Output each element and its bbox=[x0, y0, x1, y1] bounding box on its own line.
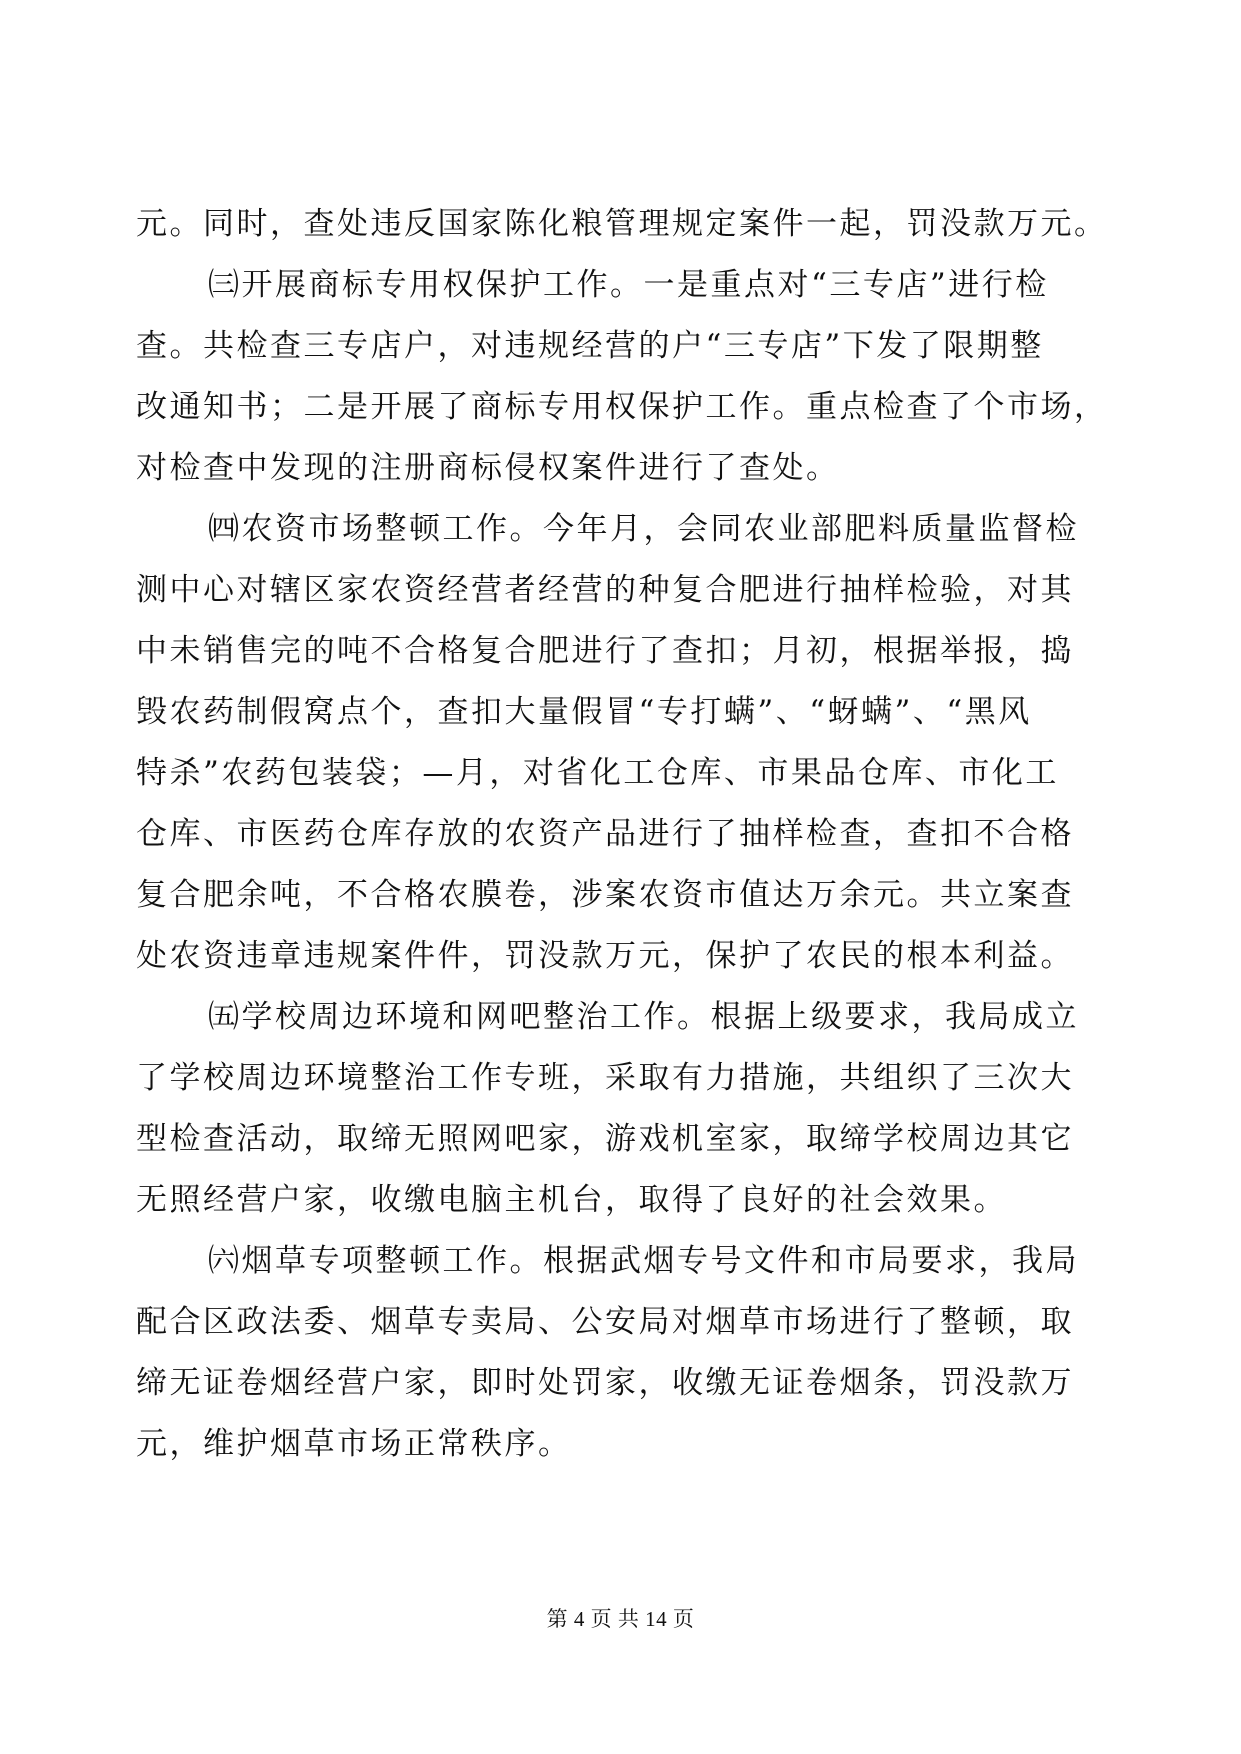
text-line: 配合区政法委、烟草专卖局、公安局对烟草市场进行了整顿，取 bbox=[136, 1304, 1074, 1340]
page-number-label: 第 4 页 共 14 页 bbox=[546, 1607, 695, 1631]
paragraph-start-line: ㈣农资市场整顿工作。今年月，会同农业部肥料质量监督检 bbox=[208, 511, 1079, 547]
paragraph-start-line: ㈥烟草专项整顿工作。根据武烟专号文件和市局要求，我局 bbox=[208, 1243, 1079, 1279]
text-line: 毁农药制假窝点个，查扣大量假冒“专打螨”、“蚜螨”、“黑风 bbox=[136, 694, 1032, 730]
text-line: 改通知书；二是开展了商标专用权保护工作。重点检查了个市场， bbox=[136, 389, 1108, 425]
text-line: 元。同时，查处违反国家陈化粮管理规定案件一起，罚没款万元。 bbox=[136, 206, 1108, 242]
page-footer bbox=[0, 1605, 1241, 1633]
text-line: 仓库、市医药仓库存放的农资产品进行了抽样检查，查扣不合格 bbox=[136, 816, 1074, 852]
text-line: 处农资违章违规案件件，罚没款万元，保护了农民的根本利益。 bbox=[136, 938, 1074, 974]
text-line: 查。共检查三专店户，对违规经营的户“三专店”下发了限期整 bbox=[136, 328, 1044, 364]
text-line: 缔无证卷烟经营户家，即时处罚家，收缴无证卷烟条，罚没款万 bbox=[136, 1365, 1074, 1401]
paragraph-start-line: ㈢开展商标专用权保护工作。一是重点对“三专店”进行检 bbox=[208, 267, 1049, 303]
document-body bbox=[136, 203, 1108, 1484]
text-line: 对检查中发现的注册商标侵权案件进行了查处。 bbox=[136, 450, 840, 486]
text-line: 测中心对辖区家农资经营者经营的种复合肥进行抽样检验，对其 bbox=[136, 572, 1074, 608]
text-line: 特杀”农药包装袋；—月，对省化工仓库、市果品仓库、市化工 bbox=[136, 755, 1059, 791]
text-line: 了学校周边环境整治工作专班，采取有力措施，共组织了三次大 bbox=[136, 1060, 1074, 1096]
text-line: 复合肥余吨，不合格农膜卷，涉案农资市值达万余元。共立案查 bbox=[136, 877, 1074, 913]
text-line: 无照经营户家，收缴电脑主机台，取得了良好的社会效果。 bbox=[136, 1182, 1007, 1218]
text-line: 型检查活动，取缔无照网吧家，游戏机室家，取缔学校周边其它 bbox=[136, 1121, 1074, 1157]
text-line: 元，维护烟草市场正常秩序。 bbox=[136, 1426, 572, 1462]
paragraph-start-line: ㈤学校周边环境和网吧整治工作。根据上级要求，我局成立 bbox=[208, 999, 1079, 1035]
text-line: 中未销售完的吨不合格复合肥进行了查扣；月初，根据举报，捣 bbox=[136, 633, 1074, 669]
